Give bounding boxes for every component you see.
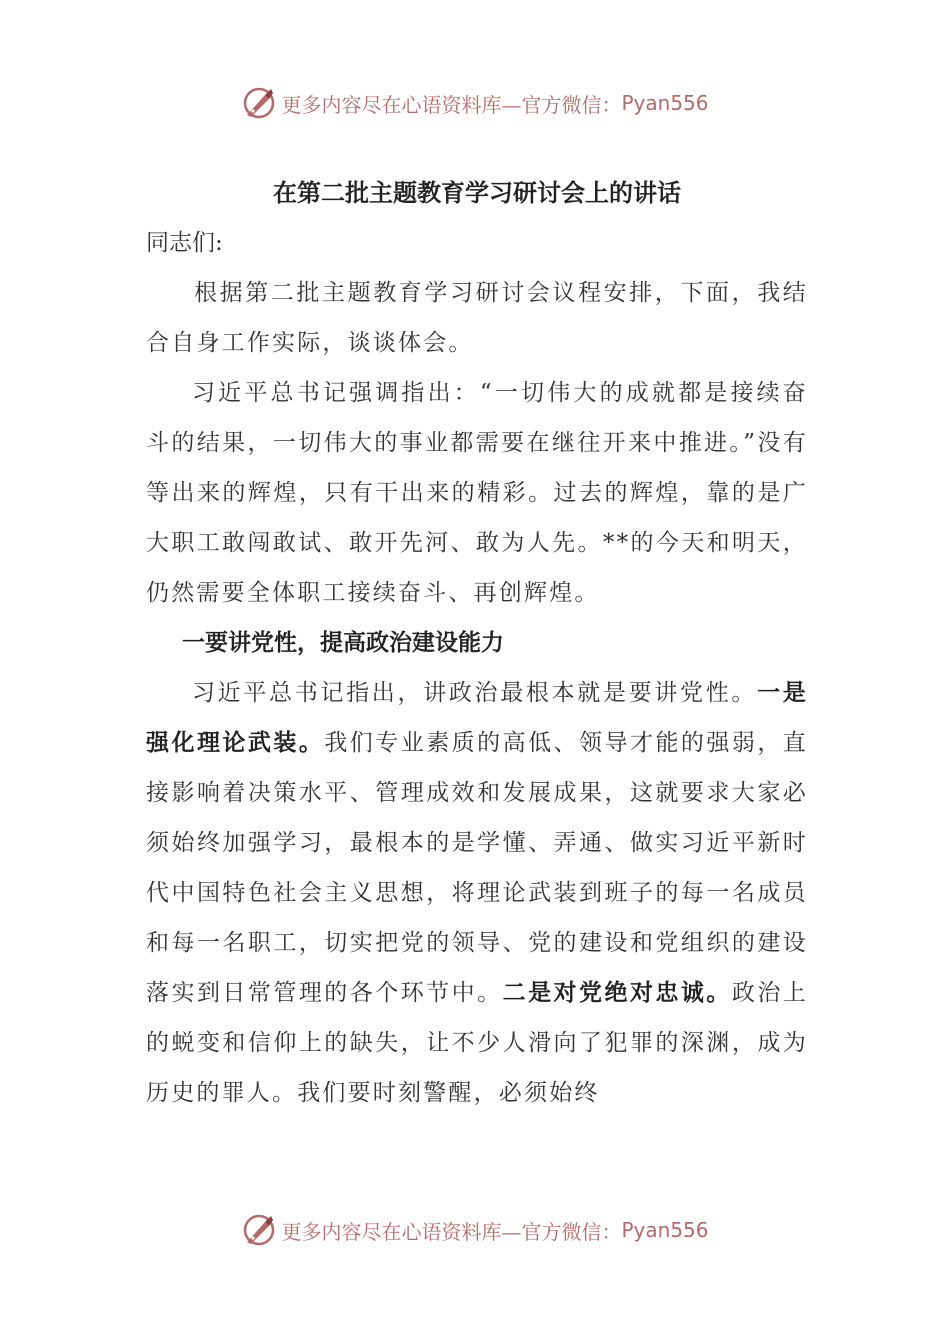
banner-text: 更多内容尽在心语资料库—官方微信： xyxy=(281,1219,622,1244)
banner-wechat-id: Pyan556 xyxy=(621,91,709,115)
banner-text: 更多内容尽在心语资料库—官方微信： xyxy=(281,92,622,117)
page-title: 在第二批主题教育学习研讨会上的讲话 xyxy=(273,178,681,207)
paragraph-3-text-2: 我们专业素质的高低、领导才能的强弱，直接影响着决策水平、管理成效和发展成果，这就要求大家必须始终加强学习，最根本的是学懂、弄通、做实习近平新时代中国特色社会主义思想，将理论武装到班子的每一名成员和每一名职工，切实把党的领导、党的建设和党组织的建设落实到日常管理的各个环节中。 xyxy=(146,730,808,1006)
paragraph-3-bold-1: 一是强化理论武装。 xyxy=(146,679,808,756)
section-heading-1: 一要讲党性，提高政治建设能力 xyxy=(182,629,504,656)
banner-wechat-id: Pyan556 xyxy=(621,1218,709,1242)
salutation: 同志们: xyxy=(146,230,223,256)
pen-nib-circle-icon xyxy=(241,85,277,121)
paragraph-1: 根据第二批主题教育学习研讨会议程安排，下面，我结合自身工作实际，谈谈体会。 xyxy=(146,280,808,356)
paragraph-3-bold-2: 二是对党绝对忠诚。 xyxy=(502,979,732,1006)
paragraph-2: 习近平总书记强调指出：“一切伟大的成就都是接续奋斗的结果，一切伟大的事业都需要在继往开来中推进。”没有等出来的辉煌，只有干出来的精彩。过去的辉煌，靠的是广大职工敢闯敢试、敢开先河、敢为人先。**的今天和明天，仍然需要全体职工接续奋斗、再创辉煌。 xyxy=(146,380,808,606)
paragraph-3 xyxy=(146,668,808,1118)
paragraph-3-text-3: 政治上的蜕变和信仰上的缺失，让不少人滑向了犯罪的深渊，成为历史的罪人。我们要时刻警醒，必须始终 xyxy=(146,980,808,1106)
footer-banner xyxy=(0,1205,950,1255)
pen-nib-circle-icon xyxy=(241,1212,277,1248)
header-banner xyxy=(0,78,950,128)
document-body xyxy=(146,168,808,1118)
paragraph-3-text-1: 习近平总书记指出，讲政治最根本就是要讲党性。 xyxy=(192,680,758,706)
